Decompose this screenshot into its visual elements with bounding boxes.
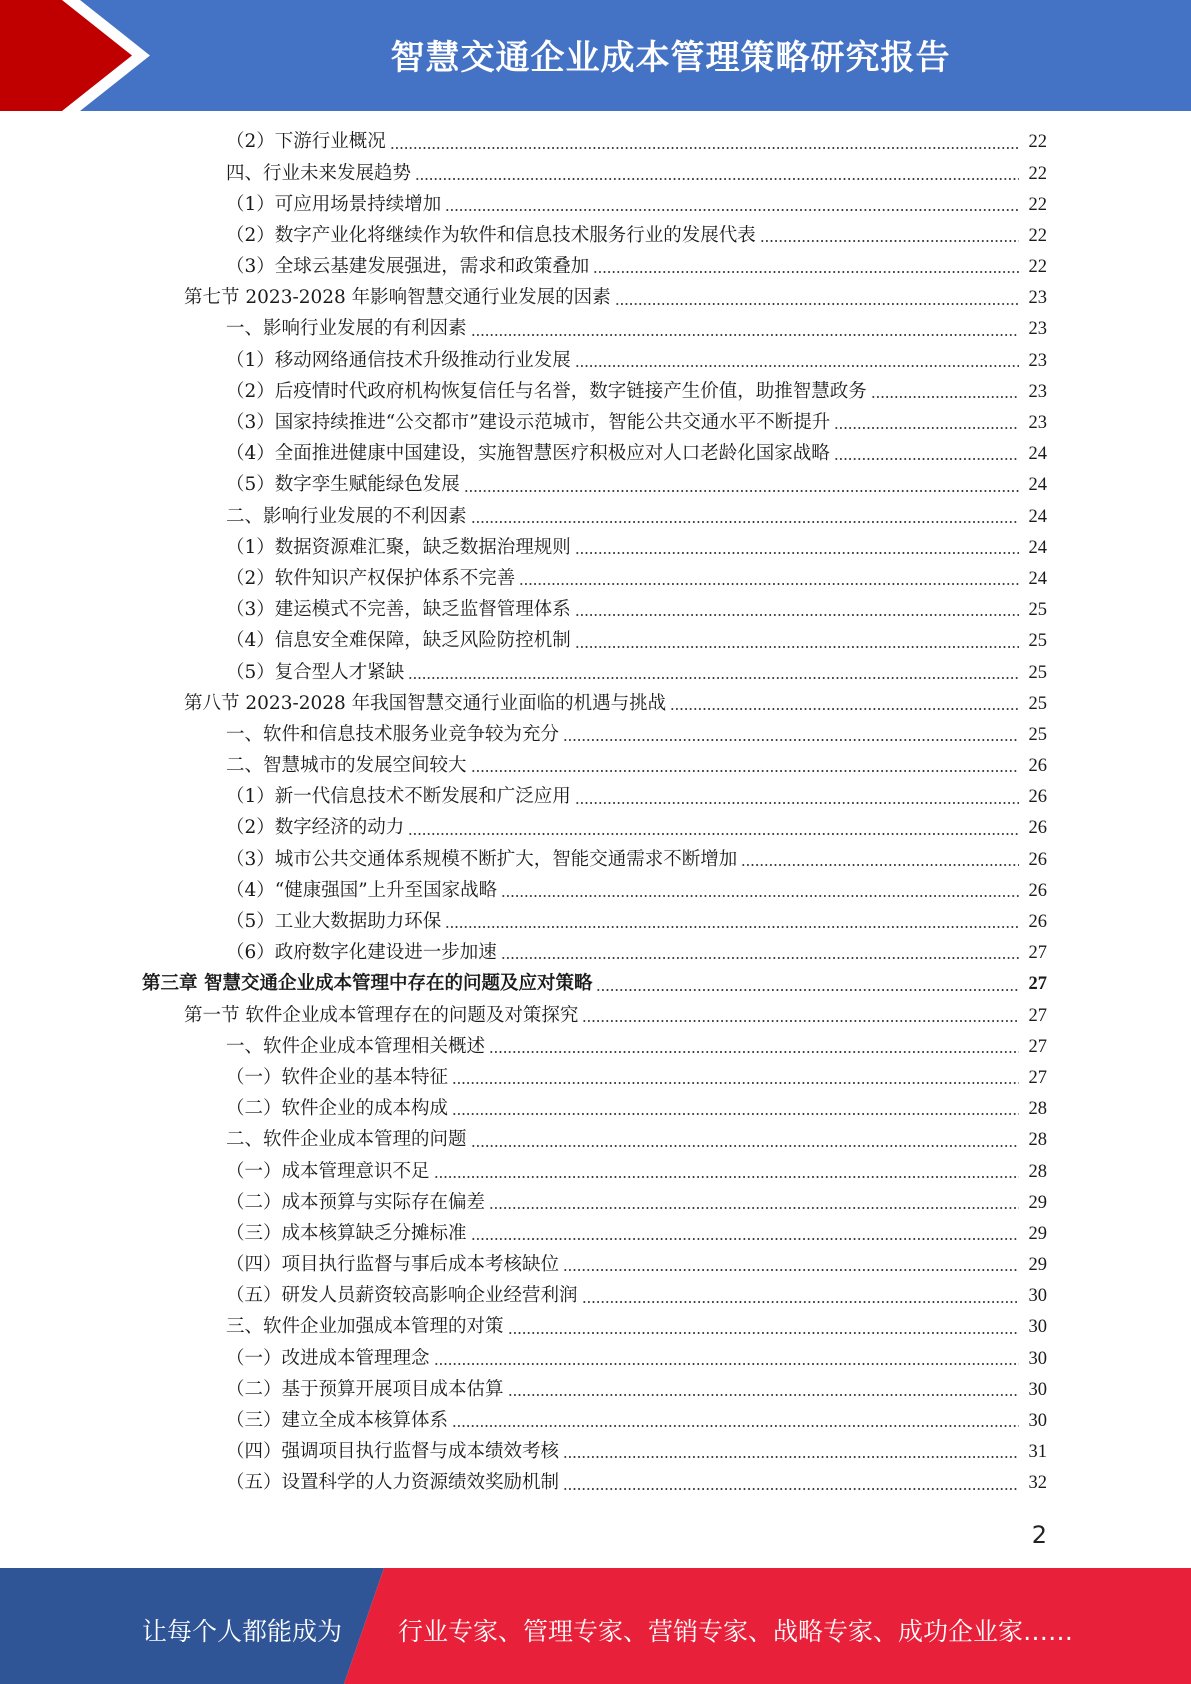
toc-entry-page: 30 (1028, 1379, 1047, 1400)
toc-entry-page: 28 (1028, 1099, 1047, 1120)
toc-entry-title: （4）信息安全难保障，缺乏风险防控机制 (226, 630, 571, 652)
toc-dot-leader (834, 427, 1019, 429)
toc-entry[interactable] (0, 283, 1191, 314)
toc-entry-title: 二、智慧城市的发展空间较大 (226, 755, 467, 777)
toc-entry[interactable] (0, 1281, 1191, 1312)
footer-slogan-right: 行业专家、管理专家、营销专家、战略专家、成功企业家…… (398, 1617, 1074, 1646)
toc-entry-title: （二）成本预算与实际存在偏差 (226, 1191, 486, 1213)
toc-entry-title: 三、软件企业加强成本管理的对策 (226, 1316, 504, 1338)
toc-entry[interactable] (0, 1437, 1191, 1468)
toc-entry-page: 27 (1028, 974, 1047, 995)
toc-dot-leader (670, 708, 1019, 710)
toc-entry-title: （3）建运模式不完善，缺乏监督管理体系 (226, 599, 571, 621)
toc-entry-page: 29 (1028, 1192, 1047, 1213)
toc-entry-page: 25 (1028, 724, 1047, 745)
toc-dot-leader (563, 1269, 1019, 1271)
page-footer (0, 1568, 1191, 1684)
toc-entry[interactable] (0, 564, 1191, 595)
toc-dot-leader (741, 864, 1019, 866)
toc-dot-leader (445, 209, 1019, 211)
toc-dot-leader (582, 1020, 1019, 1022)
toc-entry[interactable] (0, 158, 1191, 189)
toc-dot-leader (452, 1425, 1019, 1427)
toc-entry-page: 26 (1028, 880, 1047, 901)
toc-entry-page: 30 (1028, 1286, 1047, 1307)
toc-entry-title: 一、软件和信息技术服务业竞争较为充分 (226, 723, 560, 745)
toc-entry[interactable] (0, 1375, 1191, 1406)
toc-entry[interactable] (0, 1063, 1191, 1094)
toc-entry-title: （三）成本核算缺乏分摊标准 (226, 1222, 467, 1244)
toc-entry[interactable] (0, 1406, 1191, 1437)
toc-entry[interactable] (0, 377, 1191, 408)
toc-entry-page: 27 (1028, 943, 1047, 964)
header-arrow-icon (0, 0, 160, 111)
toc-dot-leader (563, 1488, 1019, 1490)
toc-entry[interactable] (0, 314, 1191, 345)
toc-entry[interactable] (0, 127, 1191, 158)
toc-entry-page: 28 (1028, 1130, 1047, 1151)
toc-entry[interactable] (0, 1094, 1191, 1125)
toc-entry[interactable] (0, 844, 1191, 875)
toc-dot-leader (408, 677, 1019, 679)
toc-entry-title: （五）设置科学的人力资源绩效奖励机制 (226, 1472, 560, 1494)
toc-entry-page: 30 (1028, 1348, 1047, 1369)
toc-entry-title: （4）全面推进健康中国建设，实施智慧医疗积极应对人口老龄化国家战略 (226, 443, 830, 465)
page-number: 2 (1031, 1521, 1047, 1549)
toc-entry-title: （3）全球云基建发展强进，需求和政策叠加 (226, 256, 590, 278)
toc-entry[interactable] (0, 782, 1191, 813)
toc-dot-leader (519, 583, 1019, 585)
toc-entry[interactable] (0, 657, 1191, 688)
toc-dot-leader (575, 614, 1019, 616)
toc-entry-page: 27 (1028, 1005, 1047, 1026)
page-header (0, 0, 1191, 111)
toc-entry-title: （一）成本管理意识不足 (226, 1160, 430, 1182)
toc-entry[interactable] (0, 408, 1191, 439)
toc-dot-leader (596, 989, 1019, 991)
toc-dot-leader (445, 926, 1019, 928)
toc-entry[interactable] (0, 1000, 1191, 1031)
toc-entry-title: （五）研发人员薪资较高影响企业经营利润 (226, 1285, 578, 1307)
toc-entry[interactable] (0, 1343, 1191, 1374)
toc-dot-leader (563, 739, 1019, 741)
toc-entry-title: （2）数字经济的动力 (226, 817, 405, 839)
toc-entry-page: 24 (1028, 537, 1047, 558)
toc-entry[interactable] (0, 501, 1191, 532)
toc-entry[interactable] (0, 1219, 1191, 1250)
toc-entry-page: 25 (1028, 693, 1047, 714)
toc-dot-leader (575, 552, 1019, 554)
toc-entry-page: 32 (1028, 1473, 1047, 1494)
table-of-contents (0, 127, 1191, 1499)
toc-entry-title: （2）后疫情时代政府机构恢复信任与名誉，数字链接产生价值，助推智慧政务 (226, 380, 867, 402)
toc-entry-page: 24 (1028, 568, 1047, 589)
toc-dot-leader (390, 147, 1019, 149)
toc-entry-page: 26 (1028, 818, 1047, 839)
toc-dot-leader (489, 1051, 1019, 1053)
toc-entry[interactable] (0, 252, 1191, 283)
toc-entry[interactable] (0, 1187, 1191, 1218)
toc-entry-page: 29 (1028, 1255, 1047, 1276)
toc-entry-page: 25 (1028, 631, 1047, 652)
toc-entry-title: （四）项目执行监督与事后成本考核缺位 (226, 1254, 560, 1276)
toc-entry-page: 22 (1028, 132, 1047, 153)
toc-dot-leader (508, 1332, 1019, 1334)
toc-entry-title: 一、软件企业成本管理相关概述 (226, 1035, 486, 1057)
toc-entry-title: （2）软件知识产权保护体系不完善 (226, 567, 516, 589)
toc-entry-title: （6）政府数字化建设进一步加速 (226, 942, 497, 964)
toc-dot-leader (434, 1363, 1019, 1365)
toc-entry-title: （二）基于预算开展项目成本估算 (226, 1378, 504, 1400)
toc-entry-title: （1）移动网络通信技术升级推动行业发展 (226, 349, 571, 371)
toc-entry[interactable] (0, 595, 1191, 626)
toc-entry-title: （一）改进成本管理理念 (226, 1347, 430, 1369)
toc-entry-page: 24 (1028, 444, 1047, 465)
toc-dot-leader (593, 271, 1019, 273)
toc-dot-leader (471, 1145, 1019, 1147)
toc-entry-title: （1）数据资源难汇聚，缺乏数据治理规则 (226, 536, 571, 558)
toc-entry-page: 26 (1028, 912, 1047, 933)
toc-dot-leader (508, 1394, 1019, 1396)
toc-entry[interactable] (0, 345, 1191, 376)
toc-entry-title: （2）下游行业概况 (226, 131, 386, 153)
toc-entry[interactable] (0, 470, 1191, 501)
toc-dot-leader (434, 1176, 1019, 1178)
toc-entry-title: （5）工业大数据助力环保 (226, 911, 442, 933)
toc-entry[interactable] (0, 1156, 1191, 1187)
toc-entry-title: （5）数字孪生赋能绿色发展 (226, 474, 460, 496)
toc-entry[interactable] (0, 688, 1191, 719)
toc-entry-page: 24 (1028, 506, 1047, 527)
toc-dot-leader (471, 521, 1019, 523)
toc-entry-title: （1）新一代信息技术不断发展和广泛应用 (226, 786, 571, 808)
toc-entry-title: （一）软件企业的基本特征 (226, 1066, 449, 1088)
toc-entry-page: 30 (1028, 1411, 1047, 1432)
toc-dot-leader (452, 1113, 1019, 1115)
toc-entry-page: 23 (1028, 381, 1047, 402)
toc-entry-page: 26 (1028, 787, 1047, 808)
toc-entry-title: （5）复合型人才紧缺 (226, 661, 405, 683)
toc-entry-page: 22 (1028, 225, 1047, 246)
toc-entry-title: （三）建立全成本核算体系 (226, 1410, 449, 1432)
toc-entry-page: 22 (1028, 194, 1047, 215)
report-title: 智慧交通企业成本管理策略研究报告 (390, 38, 951, 78)
toc-dot-leader (760, 240, 1019, 242)
toc-entry-page: 27 (1028, 1067, 1047, 1088)
toc-entry-page: 27 (1028, 1036, 1047, 1057)
toc-dot-leader (615, 303, 1019, 305)
toc-dot-leader (408, 833, 1019, 835)
toc-dot-leader (415, 178, 1019, 180)
toc-dot-leader (471, 334, 1019, 336)
toc-entry-title: （二）软件企业的成本构成 (226, 1098, 449, 1120)
toc-entry[interactable] (0, 532, 1191, 563)
toc-dot-leader (871, 396, 1019, 398)
toc-entry-title: 第七节 2023-2028 年影响智慧交通行业发展的因素 (184, 287, 611, 309)
toc-entry-title: 一、影响行业发展的有利因素 (226, 318, 467, 340)
toc-dot-leader (575, 646, 1019, 648)
toc-entry-page: 22 (1028, 257, 1047, 278)
toc-entry-page: 23 (1028, 413, 1047, 434)
toc-dot-leader (582, 1301, 1019, 1303)
toc-entry[interactable] (0, 969, 1191, 1000)
toc-entry[interactable] (0, 813, 1191, 844)
toc-entry-title: 第三章 智慧交通企业成本管理中存在的问题及应对策略 (142, 973, 593, 995)
toc-entry-page: 25 (1028, 662, 1047, 683)
toc-entry-title: 四、行业未来发展趋势 (226, 162, 412, 184)
toc-dot-leader (489, 1207, 1019, 1209)
toc-entry-title: （四）强调项目执行监督与成本绩效考核 (226, 1441, 560, 1463)
toc-dot-leader (471, 770, 1019, 772)
toc-entry-title: 二、影响行业发展的不利因素 (226, 505, 467, 527)
toc-dot-leader (834, 458, 1019, 460)
toc-entry-title: （2）数字产业化将继续作为软件和信息技术服务行业的发展代表 (226, 224, 756, 246)
toc-entry-page: 25 (1028, 600, 1047, 621)
toc-dot-leader (452, 1082, 1019, 1084)
toc-entry-page: 26 (1028, 756, 1047, 777)
toc-dot-leader (471, 1238, 1019, 1240)
toc-entry[interactable] (0, 751, 1191, 782)
toc-dot-leader (464, 490, 1019, 492)
toc-entry-page: 23 (1028, 350, 1047, 371)
toc-entry-page: 26 (1028, 849, 1047, 870)
toc-entry-page: 24 (1028, 475, 1047, 496)
toc-entry[interactable] (0, 907, 1191, 938)
toc-entry-title: （4）“健康强国”上升至国家战略 (226, 879, 498, 901)
toc-dot-leader (501, 957, 1019, 959)
toc-dot-leader (501, 895, 1019, 897)
toc-entry[interactable] (0, 189, 1191, 220)
toc-entry[interactable] (0, 1250, 1191, 1281)
toc-entry-page: 29 (1028, 1223, 1047, 1244)
toc-entry-title: 二、软件企业成本管理的问题 (226, 1129, 467, 1151)
toc-entry-title: （3）国家持续推进“公交都市”建设示范城市，智能公共交通水平不断提升 (226, 412, 831, 434)
toc-dot-leader (575, 365, 1019, 367)
toc-entry-page: 23 (1028, 288, 1047, 309)
toc-entry-page: 30 (1028, 1317, 1047, 1338)
toc-entry-title: （1）可应用场景持续增加 (226, 193, 442, 215)
toc-entry[interactable] (0, 1125, 1191, 1156)
toc-entry-page: 22 (1028, 163, 1047, 184)
toc-entry[interactable] (0, 720, 1191, 751)
toc-entry-page: 23 (1028, 319, 1047, 340)
toc-entry-title: 第一节 软件企业成本管理存在的问题及对策探究 (184, 1004, 579, 1026)
toc-entry[interactable] (0, 938, 1191, 969)
toc-entry-title: 第八节 2023-2028 年我国智慧交通行业面临的机遇与挑战 (184, 692, 667, 714)
toc-dot-leader (575, 802, 1019, 804)
toc-entry-page: 28 (1028, 1161, 1047, 1182)
toc-entry[interactable] (0, 626, 1191, 657)
toc-entry[interactable] (0, 1312, 1191, 1343)
toc-entry[interactable] (0, 1468, 1191, 1499)
toc-entry[interactable] (0, 439, 1191, 470)
toc-dot-leader (563, 1456, 1019, 1458)
toc-entry[interactable] (0, 221, 1191, 252)
toc-entry-title: （3）城市公共交通体系规模不断扩大，智能交通需求不断增加 (226, 848, 738, 870)
footer-slogan-left: 让每个人都能成为 (142, 1617, 343, 1646)
toc-entry[interactable] (0, 1031, 1191, 1062)
toc-entry-page: 31 (1028, 1442, 1047, 1463)
toc-entry[interactable] (0, 876, 1191, 907)
